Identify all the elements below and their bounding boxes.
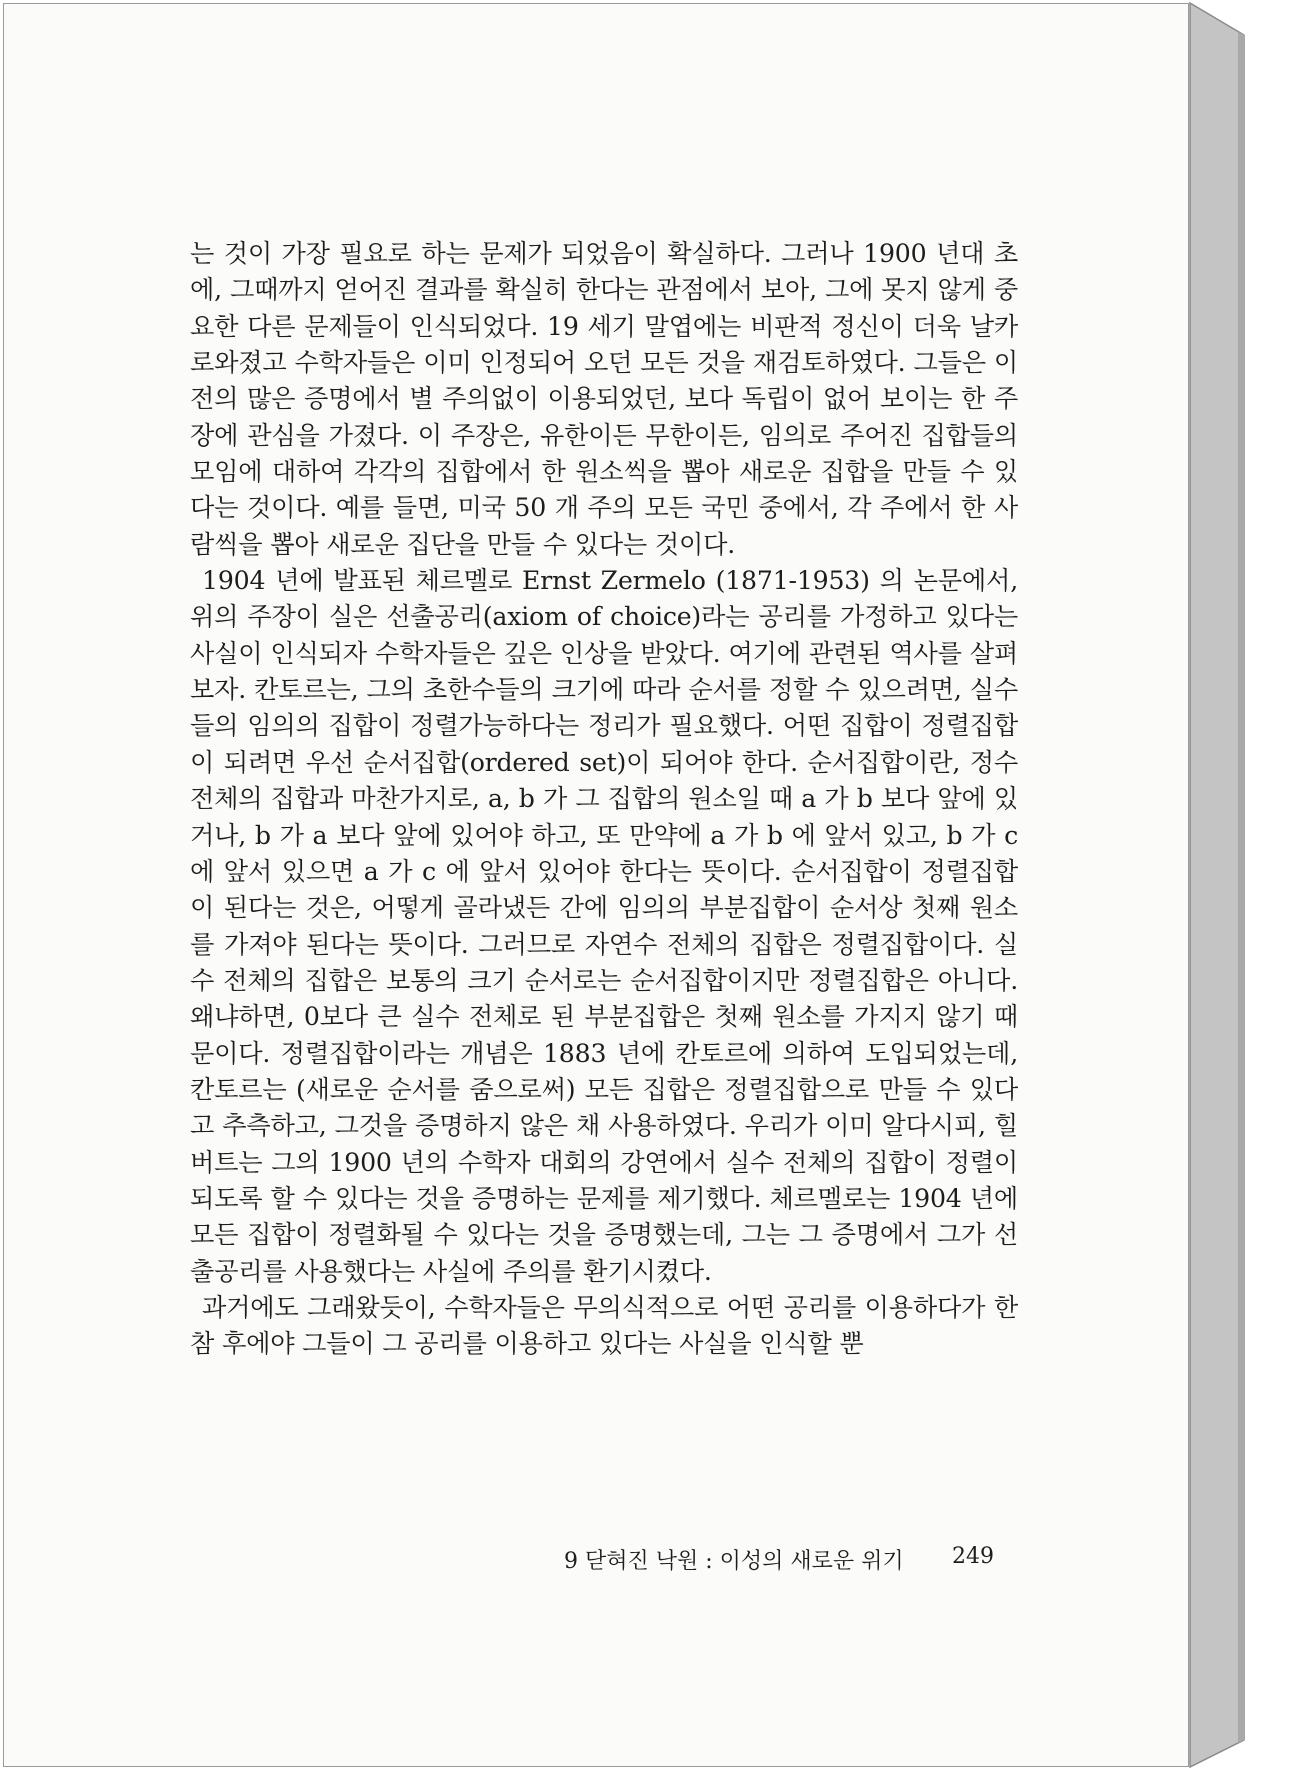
book-spine-edge [1190, 3, 1244, 1767]
paragraph-3: 과거에도 그래왔듯이, 수학자들은 무의식적으로 어떤 공리를 이용하다가 한참 후에야 그들이 그 공리를 이용하고 있다는 사실을 인식할 뿐 [190, 1292, 1018, 1359]
running-footer [564, 1544, 994, 1576]
paragraph-1: 는 것이 가장 필요로 하는 문제가 되었음이 확실하다. 그러나 1900 년대 초에, 그때까지 얻어진 결과를 확실히 한다는 관점에서 보아, 그에 못지 않게 중요한 다른 문제들이 인식되었다. 19 세기 말엽에는 비판적 정신이 더욱 날카로와졌고 수학자들은 이미 인정되어 오던 모든 것을 재검토하였다. 그들은 이전의 많은 증명에서 별 주의없이 이용되었던, 보다 독립이 없어 보이는 한 주장에 관심을 가졌다. 이 주장은, 유한이든 무한이든, 임의로 주어진 집합들의 모임에 대하여 각각의 집합에서 한 원소씩을 뽑아 새로운 집합을 만들 수 있다는 것이다. 예를 들면, 미국 50 개 주의 모든 국민 중에서, 각 주에서 한 사람씩을 뽑아 새로운 집단을 만들 수 있다는 것이다. [190, 239, 1018, 559]
page-body [190, 236, 1018, 1363]
book-spine-shade [1238, 32, 1244, 1743]
page-number: 249 [952, 1544, 994, 1569]
paragraph-2: 1904 년에 발표된 체르멜로 Ernst Zermelo (1871-1953) 의 논문에서, 위의 주장이 실은 선출공리(axiom of choice)라는 공리를 가정하고 있다는 사실이 인식되자 수학자들은 깊은 인상을 받았다. 여기에 관련된 역사를 살펴보자. 칸토르는, 그의 초한수들의 크기에 따라 순서를 정할 수 있으려면, 실수들의 임의의 집합이 정렬가능하다는 정리가 필요했다. 어떤 집합이 정렬집합이 되려면 우선 순서집합(ordered set)이 되어야 한다. 순서집합이란, 정수 전체의 집합과 마찬가지로, a, b 가 그 집합의 원소일 때 a 가 b 보다 앞에 있거나, b 가 a 보다 앞에 있어야 하고, 또 만약에 a 가 b 에 앞서 있고, b 가 c 에 앞서 있으면 a 가 c 에 앞서 있어야 한다는 뜻이다. 순서집합이 정렬집합이 된다는 것은, 어떻게 골라냈든 간에 임의의 부분집합이 순서상 첫째 원소를 가져야 된다는 뜻이다. 그러므로 자연수 전체의 집합은 정렬집합이다. 실수 전체의 집합은 보통의 크기 순서로는 순서집합이지만 정렬집합은 아니다. 왜냐하면, 0보다 큰 실수 전체로 된 부분집합은 첫째 원소를 가지지 않기 때문이다. 정렬집합이라는 개념은 1883 년에 칸토르에 의하여 도입되었는데, 칸토르는 (새로운 순서를 줌으로써) 모든 집합은 정렬집합으로 만들 수 있다고 추측하고, 그것을 증명하지 않은 채 사용하였다. 우리가 이미 알다시피, 힐버트는 그의 1900 년의 수학자 대회의 강연에서 실수 전체의 집합이 정렬이 되도록 할 수 있다는 것을 증명하는 문제를 제기했다. 체르멜로는 1904 년에 모든 집합이 정렬화될 수 있다는 것을 증명했는데, 그는 그 증명에서 그가 선출공리를 사용했다는 사실에 주의를 환기시켰다. [190, 566, 1018, 1286]
book-page [3, 3, 1189, 1767]
footer-chapter-title: 9 닫혀진 낙원 : 이성의 새로운 위기 [564, 1549, 904, 1574]
